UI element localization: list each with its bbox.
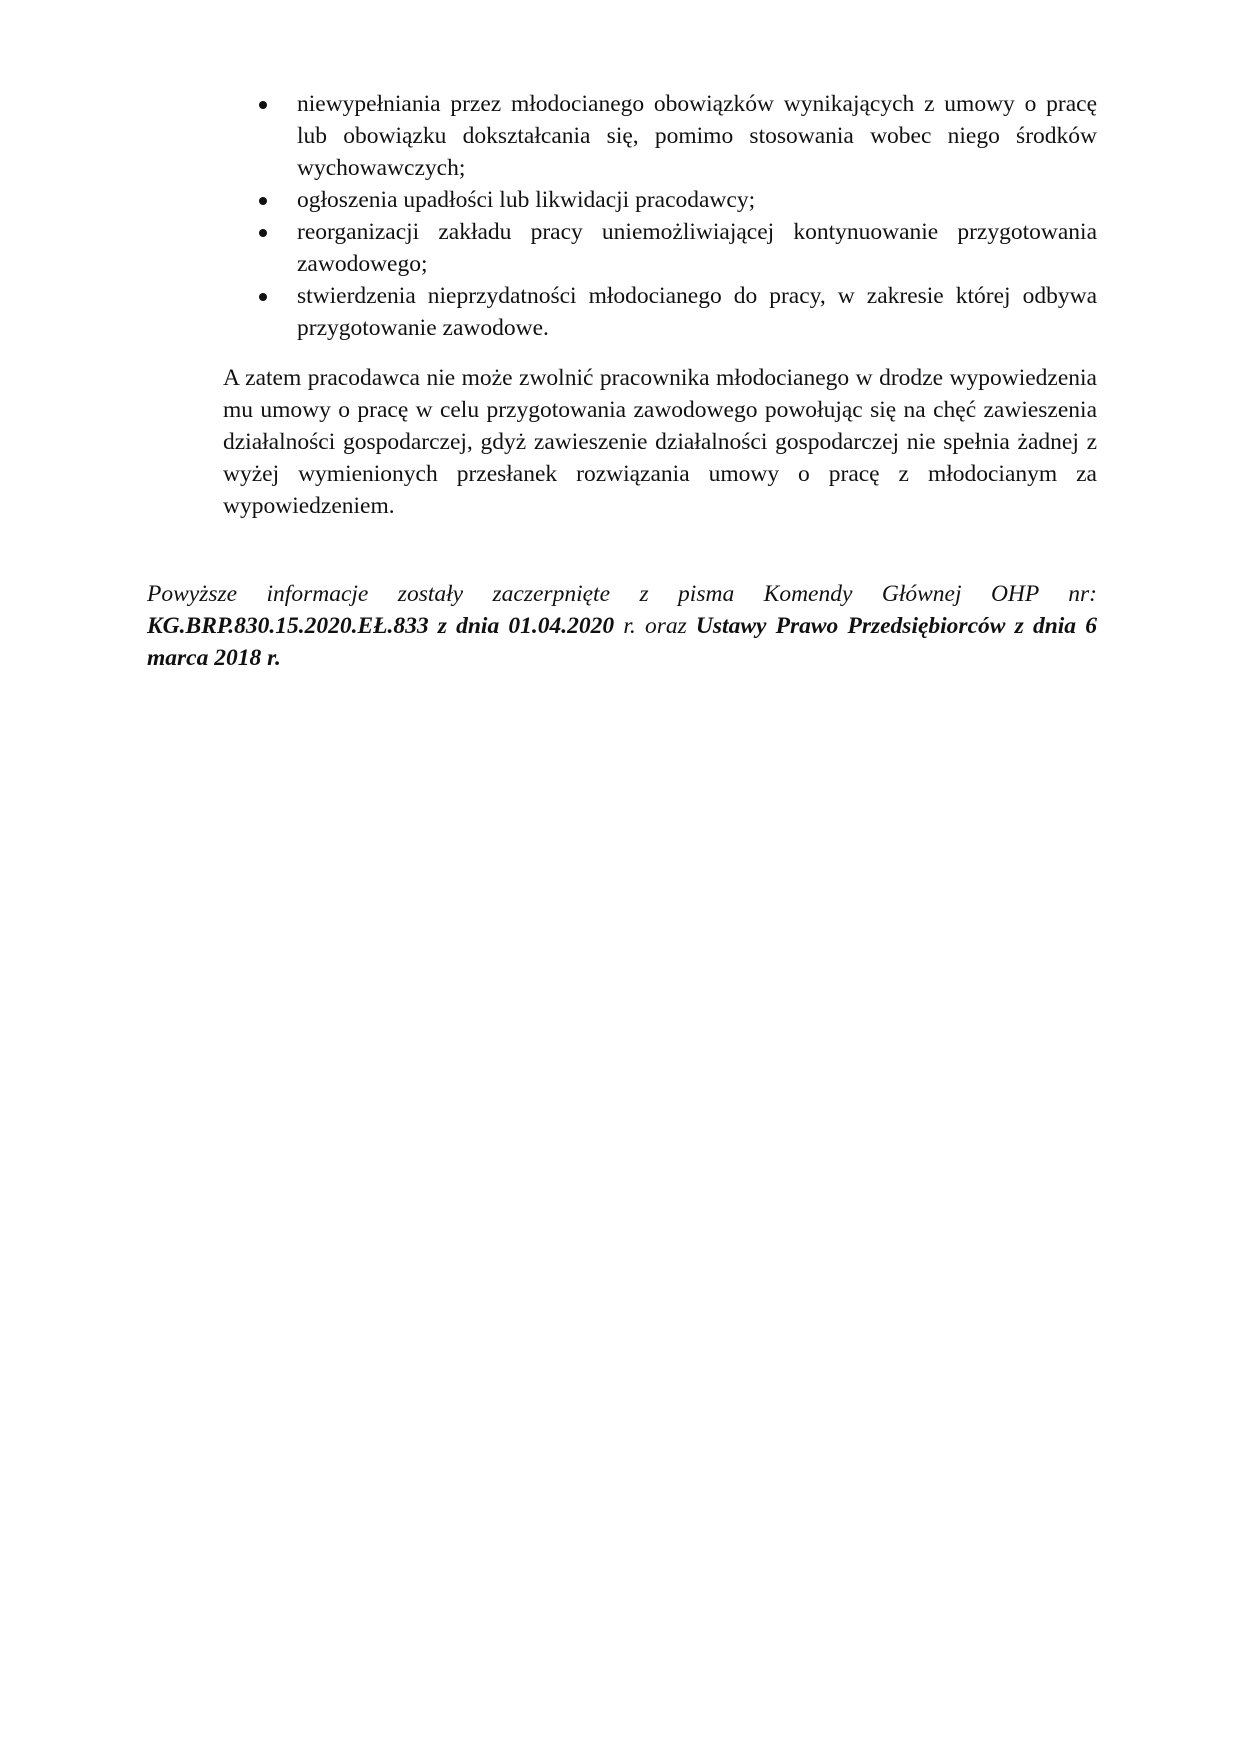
source-note-intro: Powyższe informacje zostały zaczerpnięte z pisma Komendy Głównej OHP nr: <box>147 581 1097 607</box>
list-item <box>297 216 1097 280</box>
list-item-text: ogłoszenia upadłości lub likwidacji pracodawcy; <box>297 187 756 213</box>
source-note-connector: r. oraz <box>614 613 696 639</box>
source-act-reference: Ustawy Prawo Przedsiębiorców z dnia 6 marca 2018 r. <box>147 613 1097 671</box>
list-item-text: niewypełniania przez młodocianego obowiązków wynikających z umowy o pracę lub obowiązku dokształcania się, pomimo stosowania wobec niego środków wychowawczych; <box>297 91 1097 181</box>
source-document-reference: KG.BRP.830.15.2020.EŁ.833 z dnia 01.04.2020 <box>147 613 615 639</box>
list-item-text: reorganizacji zakładu pracy uniemożliwiającej kontynuowanie przygotowania zawodowego; <box>297 219 1097 277</box>
premise-list <box>297 88 1097 344</box>
conclusion-paragraph: A zatem pracodawca nie może zwolnić pracownika młodocianego w drodze wypowiedzenia mu umowy o pracę w celu przygotowania zawodowego powołując się na chęć zawieszenia działalności gospodarczej, gdyż zawieszenie działalności gospodarczej nie spełnia żadnej z wyżej wymienionych przesłanek rozwiązania umowy o pracę z młodocianym za wypowiedzeniem. <box>223 365 1097 519</box>
list-item <box>297 280 1097 344</box>
bullet-icon <box>259 229 267 237</box>
bullet-icon <box>259 197 267 205</box>
bullet-icon <box>259 293 267 301</box>
bullet-icon <box>259 101 267 109</box>
list-item <box>297 184 1097 216</box>
list-item <box>297 88 1097 184</box>
list-item-text: stwierdzenia nieprzydatności młodocianego do pracy, w zakresie której odbywa przygotowanie zawodowe. <box>297 283 1097 341</box>
source-note <box>147 578 1097 674</box>
